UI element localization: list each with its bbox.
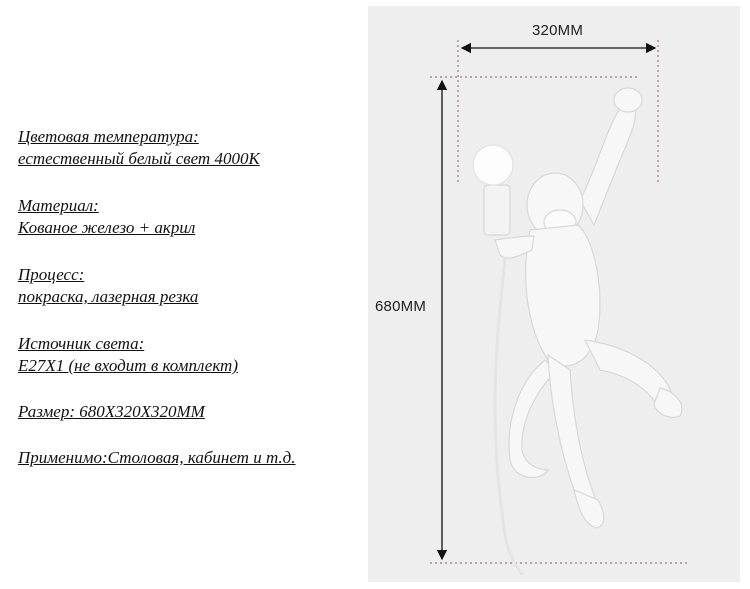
material-label: Материал: bbox=[18, 196, 99, 215]
monkey-lamp-figure bbox=[473, 88, 682, 575]
color-temp-label: Цветовая температура: bbox=[18, 127, 199, 146]
light-source-value: E27X1 (не входит в комплект) bbox=[18, 356, 238, 375]
light-source-label: Источник света: bbox=[18, 334, 145, 353]
width-dimension-label: 320MM bbox=[532, 22, 584, 39]
height-dimension-label: 680MM bbox=[375, 298, 427, 315]
process-label: Процесс: bbox=[18, 265, 85, 284]
material-value: Кованое железо + акрил bbox=[18, 218, 196, 237]
process-value: покраска, лазерная резка bbox=[18, 287, 199, 306]
applicable-spec: Применимо:Столовая, кабинет и т.д. bbox=[18, 448, 296, 467]
color-temp-value: естественный белый свет 4000K bbox=[18, 149, 260, 168]
size-spec: Размер: 680X320X320MM bbox=[18, 402, 205, 421]
